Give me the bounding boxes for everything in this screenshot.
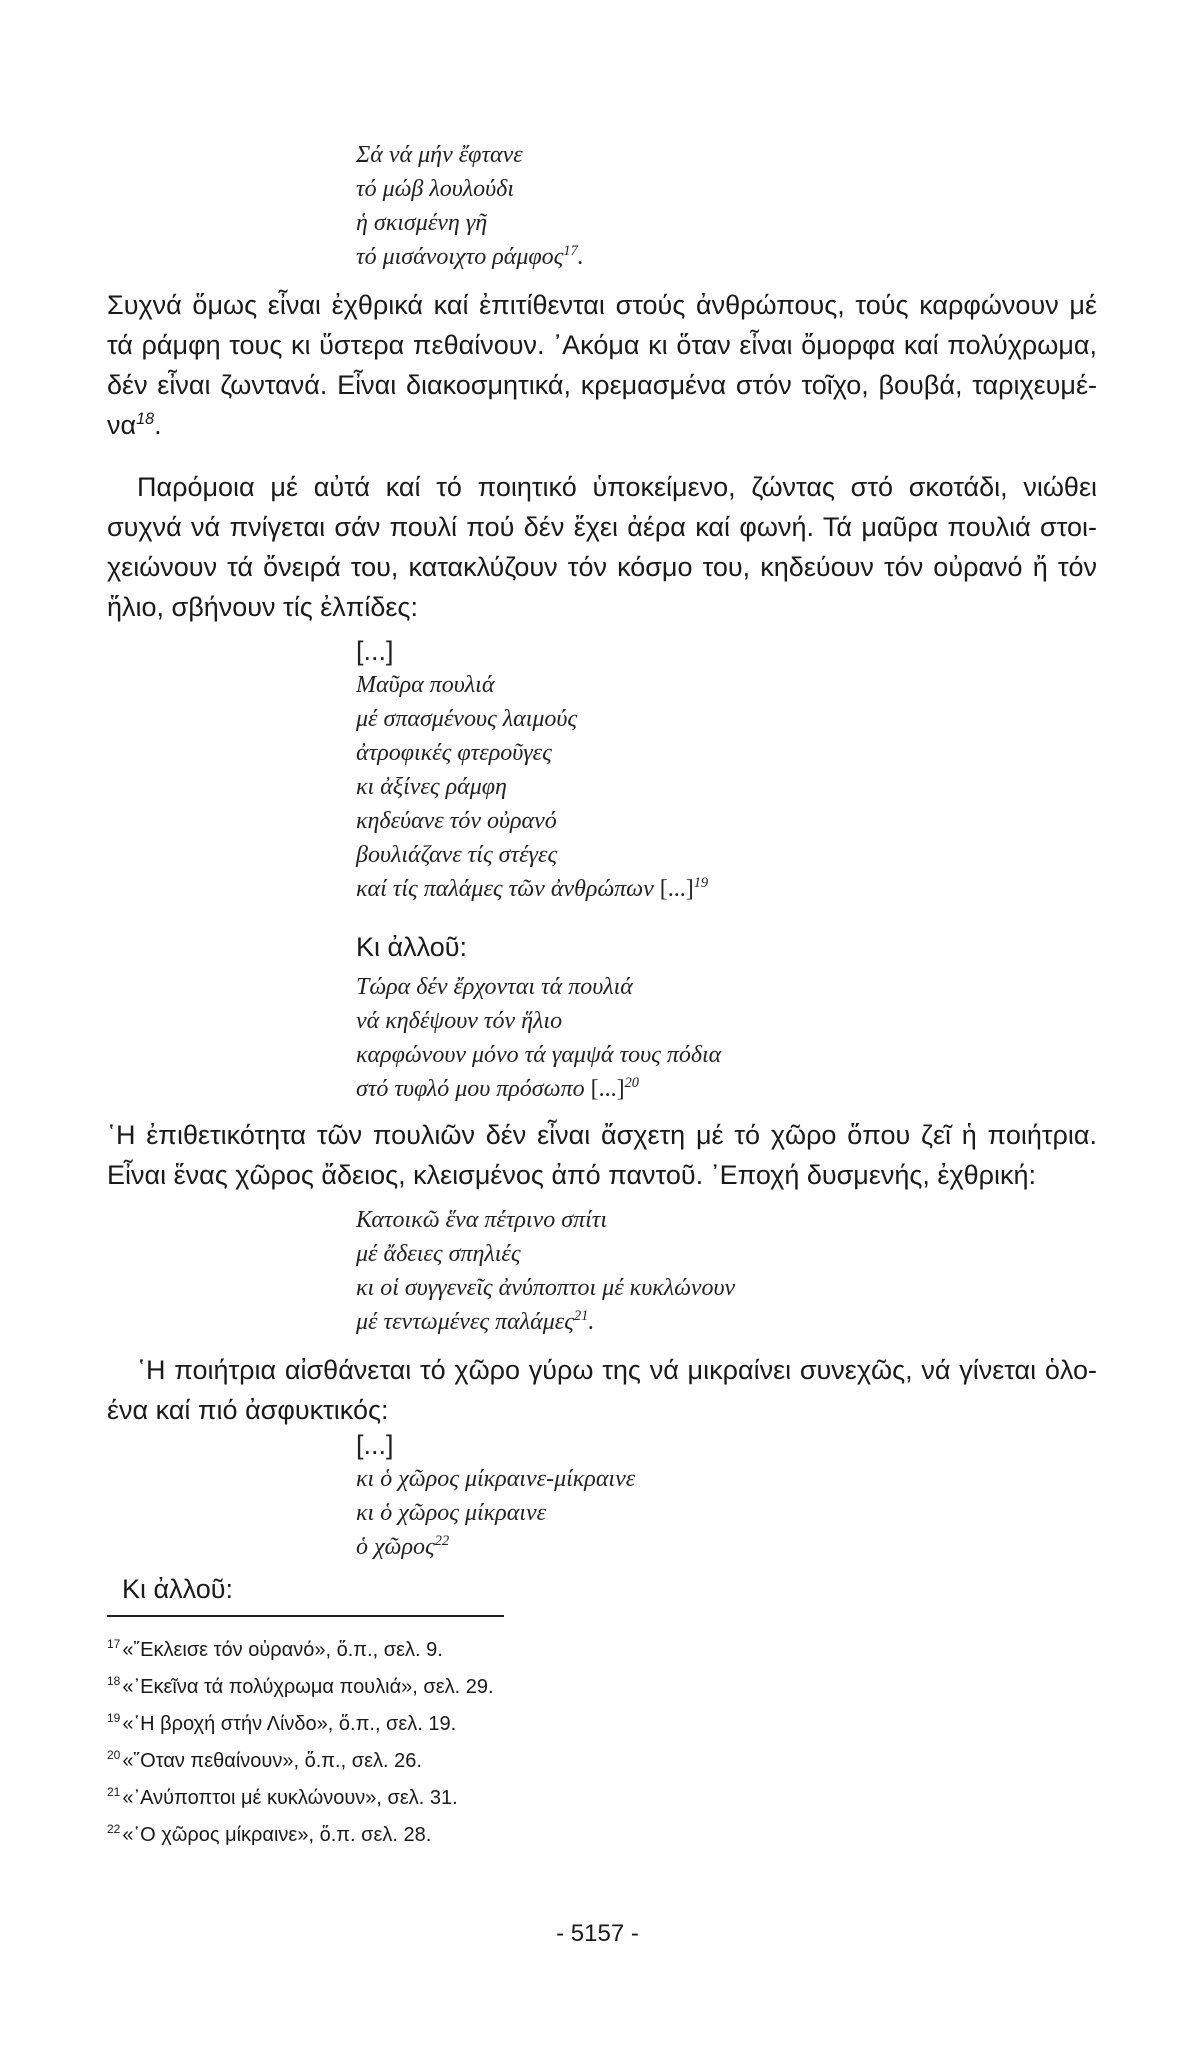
footnote-number: 22 [107, 1822, 121, 1837]
paragraph-row: Συχνά ὅμως εἶναι ἐχθρικά καί ἐπιτίθενται στούς ἀνθρώπους, τούς καρφώνουν μέ [107, 290, 1097, 320]
poem-quote-2 [356, 634, 708, 906]
footnote-18 [107, 1669, 807, 1706]
poem-line: καρφώνουν μόνο τά γαμψά τους πόδια [356, 1042, 722, 1068]
poem-line-text: στό τυφλό μου πρόσωπο [356, 1076, 585, 1102]
poem-line: Τώρα δέν ἔρχονται τά πουλιά [356, 974, 633, 1000]
paragraph-row: ἥλιο, σβήνουν τίς ἐλπίδες: [107, 592, 418, 622]
footnote-ref-19: 19 [693, 875, 709, 891]
poem-line: Μαῦρα πουλιά [356, 672, 495, 698]
footnote-ref-20: 20 [624, 1075, 639, 1091]
paragraph-row [107, 405, 1097, 445]
paragraph-row: τά ράμφη τους κι ὕστερα πεθαίνουν. ᾿Ακόμα κι ὅταν εἶναι ὄμορφα καί πολύχρωμα, [107, 330, 1097, 360]
footnote-separator [107, 1615, 504, 1617]
poem-ellipsis: [...] [356, 636, 394, 666]
poem-quote-1 [356, 138, 584, 274]
paragraph-row: ῾Η ἐπιθετικότητα τῶν πουλιῶν δέν εἶναι ἄσχετη μέ τό χῶρο ὅπου ζεῖ ἡ ποιήτρια. [107, 1120, 1097, 1150]
footnote-ref-21: 21 [573, 1308, 589, 1324]
paragraph-row: Εἶναι ἕνας χῶρος ἄδειος, κλεισμένος ἀπό παντοῦ. ᾿Εποχή δυσμενής, ἐχθρική: [107, 1160, 1037, 1190]
paragraph-row: χειώνουν τά ὄνειρά του, κατακλύζουν τόν κόσμο του, κηδεύουν τόν οὐρανό ἤ τόν [107, 552, 1097, 582]
footnote-number: 20 [107, 1748, 121, 1763]
footnote-ref-17: 17 [563, 243, 578, 259]
paragraph-row-tail: . [154, 410, 162, 440]
poem-line [356, 1305, 735, 1339]
footnotes [107, 1632, 807, 1854]
paragraph-4 [107, 1350, 1097, 1430]
poem-line: μέ ἄδειες σπηλιές [356, 1241, 521, 1267]
footnote-17 [107, 1632, 807, 1669]
poem-line: Σά νά μήν ἔφτανε [356, 142, 523, 168]
paragraph-row: συχνά νά πνίγεται σάν πουλί πού δέν ἔχει ἀέρα καί φωνή. Τά μαῦρα πουλιά στοι- [107, 512, 1097, 542]
poem-line-tail: . [577, 244, 584, 270]
poem-quote-4 [356, 1203, 735, 1339]
poem-line: ἡ σκισμένη γῆ [356, 210, 488, 236]
poem-line-suffix: [...] [590, 1076, 625, 1102]
poem-line: κι ἀξίνες ράμφη [356, 774, 507, 800]
poem-line: κηδεύανε τόν οὐρανό [356, 808, 557, 834]
footnote-ref-18: 18 [136, 410, 155, 428]
poem-quote-5 [356, 1428, 635, 1564]
paragraph-row: ένα καί πιό ἀσφυκτικός: [107, 1395, 389, 1425]
footnote-number: 18 [107, 1674, 121, 1689]
footnote-number: 19 [107, 1711, 121, 1726]
footnote-22 [107, 1817, 807, 1854]
footnote-20 [107, 1743, 807, 1780]
paragraph-row: ῾Η ποιήτρια αἰσθάνεται τό χῶρο γύρω της νά μικραίνει συνεχῶς, νά γίνεται ὁλο- [137, 1355, 1097, 1385]
poem-line-tail: . [588, 1309, 595, 1335]
poem-quote-3 [356, 970, 721, 1106]
poem-line [356, 1072, 721, 1106]
poem-line: νά κηδέψουν τόν ἥλιο [356, 1008, 563, 1034]
footnote-text: «᾿Εκεῖνα τά πολύχρωμα πουλιά», σελ. 29. [122, 1676, 494, 1698]
poem-line-text: τό μισάνοιχτο ράμφος [356, 244, 564, 270]
footnote-ref-22: 22 [434, 1533, 450, 1549]
poem-line: κι ὁ χῶρος μίκραινε [356, 1500, 547, 1526]
paragraph-row-text: να [107, 410, 137, 440]
paragraph-3 [107, 1115, 1097, 1195]
paragraph-2 [107, 467, 1097, 627]
footnote-text: «῎Εκλεισε τόν οὐρανό», ὅ.π., σελ. 9. [122, 1639, 443, 1661]
footnote-text: «῞Οταν πεθαίνουν», ὅ.π., σελ. 26. [122, 1750, 422, 1772]
page-number: - 5157 - [556, 1920, 639, 1947]
paragraph-1 [107, 285, 1097, 445]
paragraph-row: Παρόμοια μέ αὐτά καί τό ποιητικό ὑποκείμενο, ζώντας στό σκοτάδι, νιώθει [137, 472, 1097, 502]
poem-line: κι οἱ συγγενεῖς ἀνύποπτοι μέ κυκλώνουν [356, 1275, 736, 1301]
poem-line-text: μέ τεντωμένες παλάμες [356, 1309, 574, 1335]
poem-line: ἀτροφικές φτεροῦγες [356, 740, 552, 766]
footnote-21 [107, 1780, 807, 1817]
poem-line [356, 1530, 635, 1564]
transition-label-1: Κι ἀλλοῦ: [356, 932, 467, 962]
paragraph-row: δέν εἶναι ζωντανά. Εἶναι διακοσμητικά, κρεμασμένα στόν τοῖχο, βουβά, ταριχευμέ- [107, 370, 1097, 400]
transition-label-2: Κι ἀλλοῦ: [122, 1574, 233, 1604]
footnote-19 [107, 1706, 807, 1743]
footnote-text: «῾Ο χῶρος μίκραινε», ὅ.π. σελ. 28. [122, 1824, 432, 1846]
poem-line-text: καί τίς παλάμες τῶν ἀνθρώπων [356, 876, 654, 902]
poem-ellipsis: [...] [356, 1430, 394, 1460]
poem-line-text: ὁ χῶρος [356, 1534, 435, 1560]
poem-line: Κατοικῶ ἕνα πέτρινο σπίτι [356, 1207, 608, 1233]
poem-line: κι ὁ χῶρος μίκραινε-μίκραινε [356, 1466, 636, 1492]
footnote-number: 17 [107, 1637, 121, 1652]
footnote-text: «῾Η βροχή στήν Λίνδο», ὅ.π., σελ. 19. [122, 1713, 457, 1735]
poem-line [356, 872, 708, 906]
footnote-text: «᾿Ανύποπτοι μέ κυκλώνουν», σελ. 31. [122, 1787, 458, 1809]
poem-line-suffix: [...] [659, 876, 694, 902]
poem-line: μέ σπασμένους λαιμούς [356, 706, 578, 732]
poem-line: βουλιάζανε τίς στέγες [356, 842, 558, 868]
footnote-number: 21 [107, 1785, 121, 1800]
poem-line [356, 240, 584, 274]
poem-line: τό μώβ λουλούδι [356, 176, 514, 202]
